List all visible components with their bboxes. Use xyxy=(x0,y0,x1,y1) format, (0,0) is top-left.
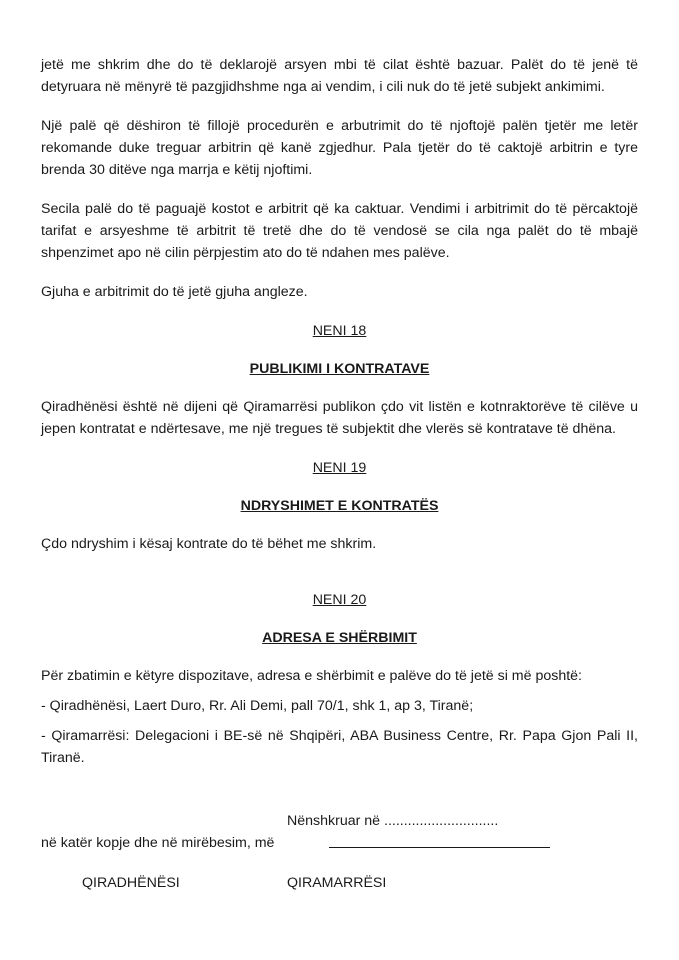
paragraph-arbitration-decision: jetë me shkrim dhe do të deklarojë arsyen mbi të cilat është bazuar. Palët do të jenë të detyruara në mënyrë të pazgjidhshme nga ai vendim, i cili nuk do të jetë subjekt ankimimi. xyxy=(41,57,638,95)
article-19-title: NDRYSHIMET E KONTRATËS xyxy=(240,498,439,514)
date-blank-line xyxy=(329,847,550,848)
address-landlord: - Qiradhënësi, Laert Duro, Rr. Ali Demi, pall 70/1, shk 1, ap 3, Tiranë; xyxy=(41,698,474,714)
article-18-title: PUBLIKIMI I KONTRATAVE xyxy=(249,361,430,377)
document-body xyxy=(41,54,638,777)
article-18-text: Qiradhënësi është në dijeni që Qiramarrësi publikon çdo vit listën e kotnraktorëve të cilëve u jepen kontratat e ndërtesave, me një tregues të subjektit dhe vlerës së kontratave të dhëna. xyxy=(41,399,638,437)
paragraph-arbitration-language: Gjuha e arbitrimit do të jetë gjuha angleze. xyxy=(41,284,308,300)
article-19-number: NENI 19 xyxy=(312,460,367,476)
article-20-number: NENI 20 xyxy=(312,592,367,608)
paragraph-arbitration-procedure: Një palë që dëshiron të fillojë procedurën e arbutrimit do të njoftojë palën tjetër me letër rekomande duke treguar arbitrin që kanë zgjedhur. Pala tjetër do të caktojë arbitrin e tyre brenda 30 ditëve nga marrja e këtij njoftimi. xyxy=(41,118,638,178)
landlord-signature-label: QIRADHËNËSI xyxy=(82,875,180,891)
signed-at-line: Nënshkruar në ............................. xyxy=(287,813,499,829)
paragraph-arbitration-costs: Secila palë do të paguajë kostot e arbitrit që ka caktuar. Vendimi i arbitrimit do të përcaktojë tarifat e arsyeshme të arbitrit të tretë dhe do të vendosë se cila nga palët do të mbajë shpenzimet apo në cilin përpjestim ato do të ndahen mes palëve. xyxy=(41,201,638,261)
article-19-text: Çdo ndryshim i kësaj kontrate do të bëhet me shkrim. xyxy=(41,536,377,552)
copies-statement: në katër kopje dhe në mirëbesim, më xyxy=(41,835,275,851)
address-tenant: - Qiramarrësi: Delegacioni i BE-së në Shqipëri, ABA Business Centre, Rr. Papa Gjon Pali II, Tiranë. xyxy=(41,728,638,766)
article-20-intro: Për zbatimin e këtyre dispozitave, adresa e shërbimit e palëve do të jetë si më poshtë: xyxy=(41,668,582,684)
tenant-signature-label: QIRAMARRËSI xyxy=(287,875,387,891)
article-20-title: ADRESA E SHËRBIMIT xyxy=(262,630,417,646)
article-18-number: NENI 18 xyxy=(312,323,367,339)
